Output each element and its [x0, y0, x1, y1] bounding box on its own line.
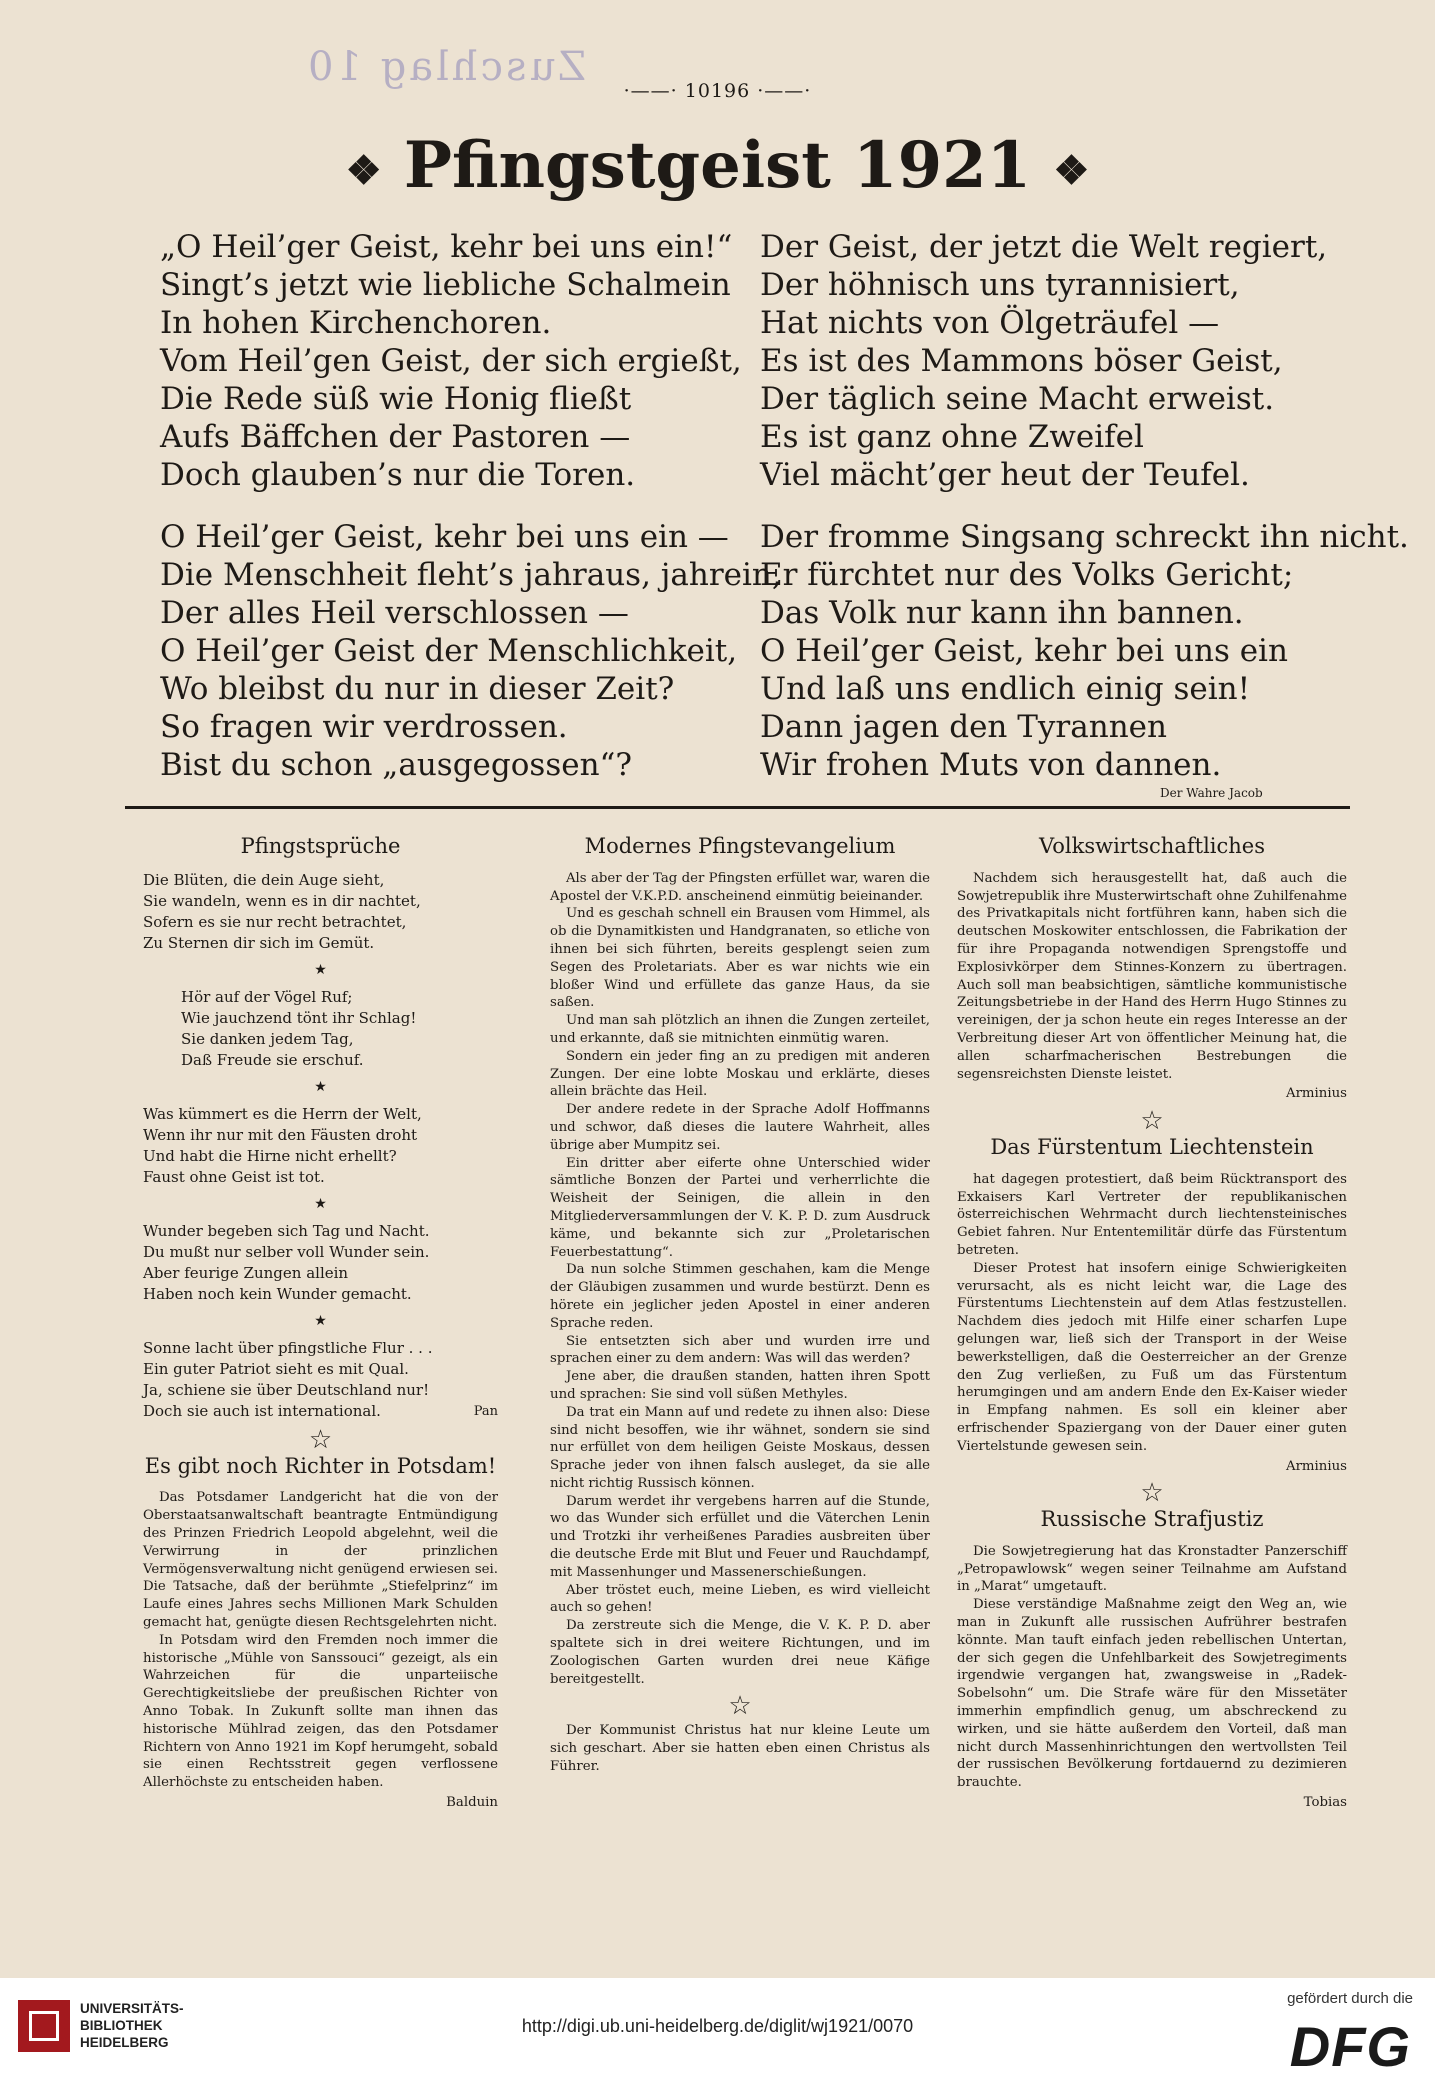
star-separator-icon: ★ [314, 1078, 327, 1095]
heading-volkswirtschaftliches: Volkswirtschaftliches [1039, 834, 1265, 858]
verse-line: Wunder begeben sich Tag und Nacht. [143, 1221, 430, 1240]
verse-line: Sonne lacht über pfingstliche Flur . . . [143, 1338, 433, 1357]
library-name: UNIVERSITÄTS- BIBLIOTHEK HEIDELBERG [80, 2001, 184, 2050]
star-separator-icon: ★ [314, 961, 327, 978]
poem-line: Hat nichts von Ölgeträufel — [760, 305, 1220, 341]
verse-line: Die Blüten, die dein Auge sieht, [143, 870, 385, 889]
article-paragraph: Da trat ein Mann auf und redete zu ihnen also: Diese sind nicht besoffen, wie ihr wähnet, sondern sie sind nur erfüllet von dem heiligen Geiste Moskaus, dessen Sprache jeder von ihnen falsch ausleget, da sie alle nicht richtig Russisch können. [550, 1404, 930, 1491]
poem-line: Wo bleibst du nur in dieser Zeit? [160, 671, 675, 707]
article-paragraph: Und es geschah schnell ein Brausen vom Himmel, als ob die Dynamitkisten und Handgranaten, so etliche von ihnen bei sich führten, bereits gesplengt seien zum Segen des Proletariats. Aber es war nichts wie ein bloßer Wind und erfüllete das ganze Haus, da sie saßen. [550, 906, 930, 1011]
star-separator-icon: ★ [314, 1195, 327, 1212]
document-url[interactable]: http://digi.ub.uni-heidelberg.de/diglit/wj1921/0070 [521, 2016, 914, 2036]
article-paragraph: Und man sah plötzlich an ihnen die Zungen zerteilet, und erkannte, daß sie mitnichten einmütig waren. [550, 1013, 930, 1046]
heading-pfingstsprueche: Pfingstsprüche [240, 834, 401, 858]
article-paragraph: Die Sowjetregierung hat das Kronstadter Panzerschiff „Petropawlowsk“ wegen seiner Teilnahme am Aufstand in „Marat“ umgetauft. [957, 1543, 1347, 1595]
verse-line: Sie wandeln, wenn es in dir nachtet, [143, 891, 421, 910]
article-paragraph: Darum werdet ihr vergebens harren auf die Stunde, wo das Wunder sich erfüllet und die Väterchen Lenin und Trotzki ihr verheißenes Paradies ausbreiten über die deutsche Erde mit Blut und Feuer und Rauchdampf, mit Massenhunger und Massenerschießungen. [550, 1493, 930, 1580]
poem-stanza [160, 518, 782, 784]
verse-line: Du mußt nur selber voll Wunder sein. [143, 1242, 430, 1261]
viewer-footer [0, 1978, 1435, 2092]
article-paragraph: hat dagegen protestiert, daß beim Rücktransport des Exkaisers Karl Vertreter der republikanischen österreichischen Wehrmacht durch liechtensteinisches Gebiet fahren. Nur Ententemilitär dürfe das Fürstentum betreten. [957, 1171, 1347, 1258]
poem-credit: Der Wahre Jacob [1160, 786, 1263, 800]
verse-line: Hör auf der Vögel Ruf; [181, 987, 353, 1006]
poem-line: Singt’s jetzt wie liebliche Schalmein [160, 267, 731, 303]
funding-note: gefördert durch die [1287, 1990, 1413, 2007]
poem-left-column [160, 228, 782, 808]
dfg-logo: DFG [1289, 2015, 1411, 2078]
poem-stanza [160, 228, 760, 494]
verse-line: Ja, schiene sie über Deutschland nur! [143, 1380, 430, 1399]
article-paragraph: Nachdem sich herausgestellt hat, daß auch die Sowjetrepublik ihre Musterwirtschaft ohne Zuhilfenahme des Privatkapitals nicht fortführen kann, haben sich die deutschen Moskowiter entschlossen, die Fabrikation der für ihre Propaganda notwendigen Sprengstoffe und Explosivkörper dem Stinnes-Konzern zu übertragen. Auch soll man beabsichtigen, sämtliche kommunistische Zeitungsbetriebe in der Hand des Herrn Hugo Stinnes zu vereinigen, der ja schon heute ein reges Interesse an der Verbreitung dieser Art von öffentlicher Meinung hat, die allen scharfmacherischen Bestrebungen die segensreichsten Dienste leistet. [957, 870, 1347, 1082]
article-paragraph: Sie entsetzten sich aber und wurden irre und sprachen einer zu dem andern: Was will das werden? [550, 1333, 930, 1367]
section-divider [125, 806, 1350, 809]
poem-line: So fragen wir verdrossen. [160, 709, 568, 745]
poem-line: Es ist ganz ohne Zweifel [760, 419, 1144, 455]
poem-line: Wir frohen Muts von dannen. [760, 747, 1222, 783]
poem-line: O Heil’ger Geist, kehr bei uns ein — [160, 519, 729, 555]
verse-line: Ein guter Patriot sieht es mit Qual. [143, 1359, 409, 1378]
article-paragraph: Als aber der Tag der Pfingsten erfüllet war, waren die Apostel der V.K.P.D. anscheinend einmütig beieinander. [550, 870, 930, 904]
poem-line: Er fürchtet nur des Volks Gericht; [760, 557, 1294, 593]
article-signature: Tobias [1303, 1795, 1347, 1811]
star-outline-icon: ☆ [308, 1424, 333, 1455]
poem-line: Aufs Bäffchen der Pastoren — [160, 419, 631, 455]
archive-stamp: Zuschlag 10 [305, 44, 587, 90]
verse-line: Aber feurige Zungen allein [143, 1263, 349, 1282]
poem-line: Bist du schon „ausgegossen“? [160, 747, 633, 783]
poem-stanza [760, 518, 1409, 784]
closing-paragraph: Der Kommunist Christus hat nur kleine Leute um sich geschart. Aber sie hatten eben einen Christus als Führer. [550, 1723, 930, 1774]
poem-line: In hohen Kirchenchoren. [160, 305, 552, 341]
article-signature: Arminius [1285, 1458, 1347, 1474]
poem-line: Der täglich seine Macht erweist. [760, 381, 1275, 417]
heading-pfingstevangelium: Modernes Pfingstevangelium [584, 834, 896, 858]
ornament-left-icon: ❖ [345, 147, 382, 194]
article-paragraph: Jene aber, die draußen standen, hatten ihren Spott und sprachen: Sie sind voll süßen Methyles. [550, 1369, 930, 1402]
article-paragraph: Das Potsdamer Landgericht hat die von der Oberstaatsanwaltschaft beantragte Entmündigung des Prinzen Friedrich Leopold abgelehnt, weil die Verwirrung in der prinzlichen Vermögensverwaltung nicht genügend erwiesen sei. Die Tatsache, daß der berühmte „Stiefelprinz“ im Laufe eines Jahres sechs Millionen Mark Schulden gemacht hat, genügte diesen Rechtsgelehrten nicht. [143, 1490, 498, 1630]
poem-line: „O Heil’ger Geist, kehr bei uns ein!“ [160, 229, 733, 265]
heading-strafjustiz: Russische Strafjustiz [1040, 1507, 1264, 1532]
verse-line: Sie danken jedem Tag, [181, 1029, 354, 1048]
star-outline-icon: ☆ [1140, 1478, 1164, 1509]
verse-line: Sofern es sie nur recht betrachtet, [143, 912, 407, 931]
article-paragraph: Der andere redete in der Sprache Adolf Hoffmanns und schwor, daß dieses die lautere Wahrheit, alles übrige aber Mumpitz sei. [550, 1102, 930, 1153]
heading-liechtenstein: Das Fürstentum Liechtenstein [990, 1134, 1314, 1159]
star-outline-icon: ☆ [728, 1691, 752, 1722]
poem-line: Der höhnisch uns tyrannisiert, [760, 267, 1240, 303]
poem-line: Viel mächt’ger heut der Teufel. [760, 457, 1250, 493]
poem-right-column [760, 228, 1409, 808]
page-title [0, 128, 1435, 203]
poem-line: Die Rede süß wie Honig fließt [160, 381, 632, 417]
star-outline-icon: ☆ [1140, 1106, 1164, 1137]
poem-line: Doch glauben’s nur die Toren. [160, 457, 636, 493]
star-separator-icon: ★ [314, 1312, 327, 1329]
article-paragraph: Sondern ein jeder fing an zu predigen mit anderen Zungen. Der eine lobte Moskau und erklärte, dieses allein brächte das Heil. [550, 1048, 930, 1100]
verse-signature: Pan [473, 1403, 498, 1419]
verse-line: Wenn ihr nur mit den Fäusten droht [143, 1125, 418, 1144]
column-1 [143, 830, 498, 1812]
poem-line: Dann jagen den Tyrannen [760, 709, 1167, 745]
article-signature: Arminius [1285, 1086, 1347, 1102]
poem-line: Die Menschheit fleht’s jahraus, jahrein, [160, 557, 782, 593]
poem-line: O Heil’ger Geist der Menschlichkeit, [160, 633, 738, 669]
verse-line: Haben noch kein Wunder gemacht. [143, 1284, 412, 1303]
verse-line: Zu Sternen dir sich im Gemüt. [143, 933, 375, 952]
article-paragraph: Da nun solche Stimmen geschahen, kam die Menge der Gläubigen zusammen und wurde bestürzt. Denn es hörete ein jeglicher jeden Apostel in einer anderen Sprache reden. [550, 1262, 930, 1331]
article-paragraph: Diese verständige Maßnahme zeigt den Weg an, wie man in Zukunft alle russischen Aufrührer bestrafen könnte. Man tauft einfach jeden rebellischen Untertan, der sich gegen die Unfehlbarkeit des Sowjetregiments irgendwie vergangen hat, zwangsweise in „Radek-Sobelsohn“ um. Die Strafe wäre für den Missetäter immerhin empfindlich genug, um abschreckend zu wirken, und sie hätte außerdem den Vorteil, daß man nicht durch Massenhinrichtungen den wertvollsten Teil der russischen Bevölkerung fortdauernd zu dezimieren brauchte. [957, 1597, 1347, 1791]
article-paragraph: Da zerstreute sich die Menge, die V. K. P. D. aber spaltete sich in drei weitere Richtungen, und im Zoologischen Garten wurden drei neue Käfige bereitgestellt. [550, 1618, 930, 1687]
verse-line: Faust ohne Geist ist tot. [143, 1167, 325, 1186]
poem-line: O Heil’ger Geist, kehr bei uns ein [760, 633, 1288, 669]
poem-line: Es ist des Mammons böser Geist, [760, 343, 1283, 379]
poem-line: Vom Heil’gen Geist, der sich ergießt, [160, 343, 742, 379]
verse-line: Und habt die Hirne nicht erhellt? [143, 1146, 397, 1165]
title-text: Pfingstgeist 1921 [403, 128, 1032, 203]
poem-line: Das Volk nur kann ihn bannen. [760, 595, 1244, 631]
column-2 [550, 830, 930, 1776]
article-paragraph: Dieser Protest hat insofern einige Schwierigkeiten verursacht, als es nicht leicht war, die Lage des Fürstentums Liechtenstein auf dem Atlas festzustellen. Nachdem dies jedoch mit Hilfe einer scharfen Lupe gelungen war, ließ sich der Transport in der Weise bewerkstelligen, daß die Oesterreicher an der Grenze den Zug verließen, zu Fuß um das Fürstentum herumgingen und am andern Ende den Ex-Kaiser wieder in Empfang nahmen. Es soll ein kleiner aber erfrischender Spaziergang von der Dauer einer guten Viertelstunde gewesen sein. [957, 1260, 1347, 1454]
article-paragraph: Aber tröstet euch, meine Lieben, es wird vielleicht auch so gehen! [550, 1582, 930, 1616]
verse-line: Doch sie auch ist international. Pan [143, 1401, 498, 1420]
column-3 [957, 830, 1347, 1812]
verse-line: Was kümmert es die Herrn der Welt, [143, 1104, 422, 1123]
poem-line: Der Geist, der jetzt die Welt regiert, [760, 229, 1328, 265]
poem-line: Der fromme Singsang schreckt ihn nicht. [760, 519, 1409, 555]
article-signature: Balduin [446, 1794, 498, 1810]
poem-line: Der alles Heil verschlossen — [160, 595, 629, 631]
poem-stanza [760, 228, 1360, 494]
verse-line: Daß Freude sie erschuf. [181, 1050, 364, 1069]
article-paragraph: In Potsdam wird den Fremden noch immer die historische „Mühle von Sanssouci“ gezeigt, als ein Wahrzeichen für die unparteiische Gerechtigkeitsliebe der preußischen Richter von Anno Tobak. In Zukunft sollte man ihnen das historische Mühlrad zeigen, das den Potsdamer Richtern von Anno 1921 im Kopf herumgeht, sobald sie einen Rechtsstreit gegen verflossene Allerhöchste zu entscheiden haben. [143, 1632, 498, 1791]
page-number: ·——· 10196 ·——· [623, 80, 812, 102]
verse-block [143, 870, 498, 1422]
heading-richter-potsdam: Es gibt noch Richter in Potsdam! [144, 1453, 497, 1478]
poem-line: Und laß uns endlich einig sein! [760, 671, 1251, 707]
article-paragraph: Ein dritter aber eiferte ohne Unterschied wider sämtliche Bonzen der Partei und verherrlichte die Weisheit der Seinigen, die allein in den Mitgliederversammlungen der V. K. P. D. zum Ausdruck käme, und bekannte sich zur „Proletarischen Feuerbestattung“. [550, 1155, 930, 1260]
ornament-right-icon: ❖ [1053, 147, 1090, 194]
verse-line: Wie jauchzend tönt ihr Schlag! [181, 1008, 417, 1027]
